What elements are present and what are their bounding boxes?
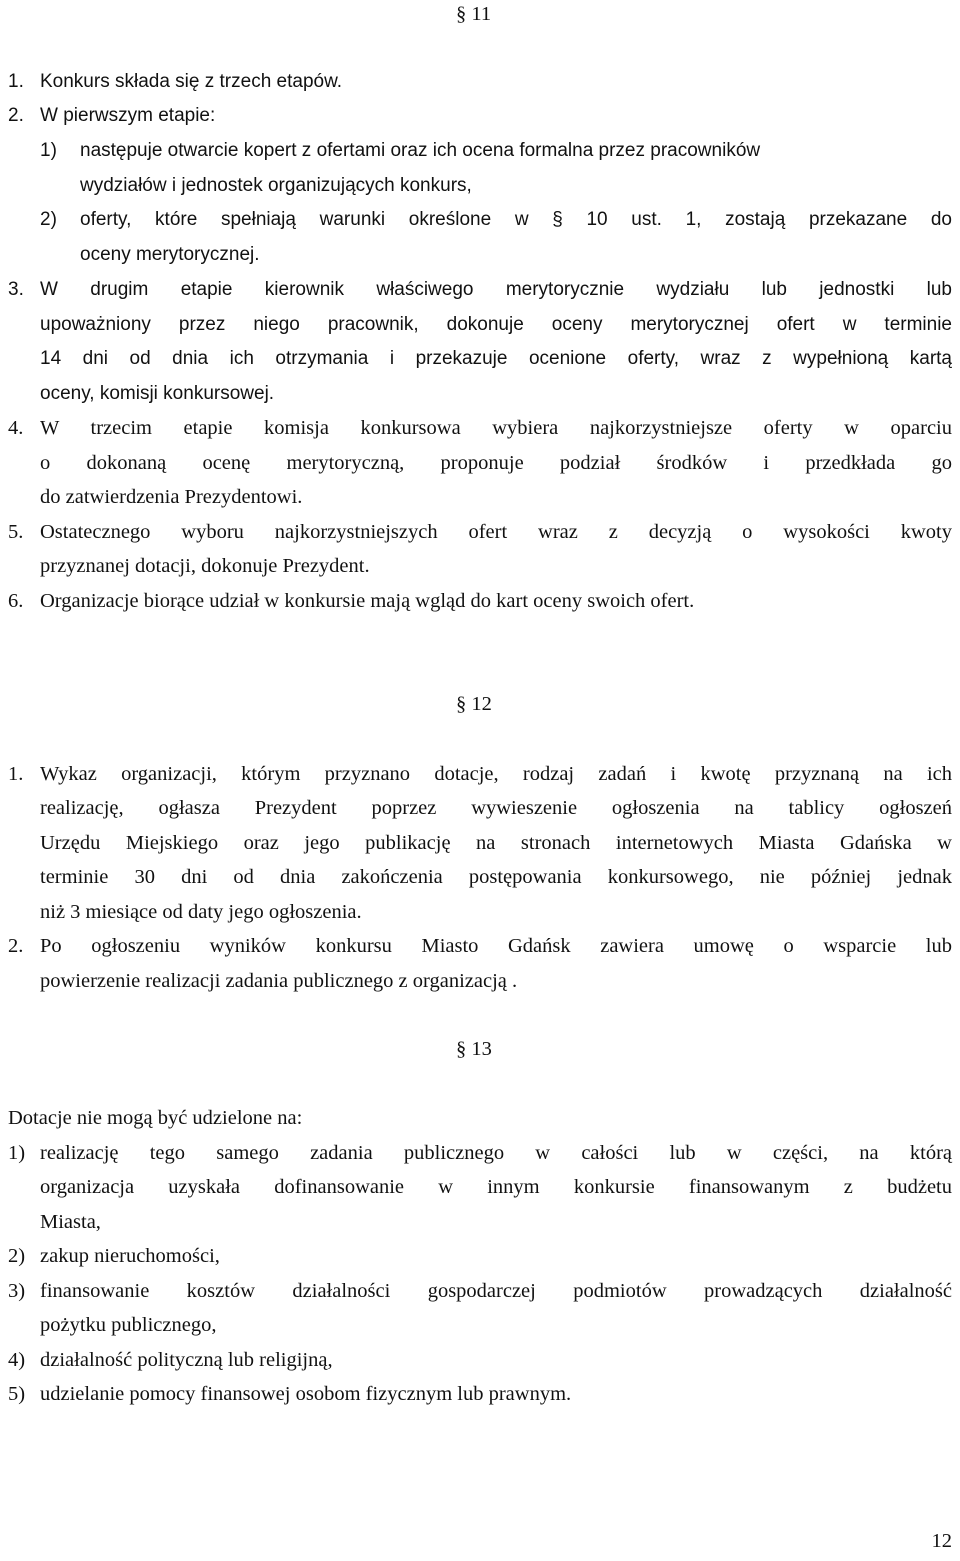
list-item-text: W drugim etapie kierownik właściwego merytorycznie wydziału lub jednostki lub (40, 279, 952, 300)
list-item-text: oceny, komisji konkursowej. (40, 383, 275, 404)
list-item-text: do zatwierdzenia Prezydentowi. (40, 486, 303, 508)
list-item-text: 14 dni od dnia ich otrzymania i przekazuje ocenione oferty, wraz z wypełnioną kartą (40, 348, 952, 369)
list-item-text: o dokonaną ocenę merytoryczną, proponuje podział środków i przedkłada go (40, 452, 952, 474)
list-number: 1. (8, 71, 24, 92)
list-item-text: W pierwszym etapie: (40, 105, 216, 126)
list-number: 1. (8, 763, 24, 785)
section-heading-11: § 11 (456, 3, 492, 25)
list-item-text: upoważniony przez niego pracownik, dokonuje oceny merytorycznej ofert w terminie (40, 314, 952, 335)
sublist-item-text: wydziałów i jednostek organizujących konkurs, (80, 175, 472, 196)
section-heading-13: § 13 (456, 1038, 492, 1060)
sublist-item-text: oceny merytorycznej. (80, 244, 260, 265)
list-item-text: niż 3 miesiące od daty jego ogłoszenia. (40, 901, 362, 923)
intro-text: Dotacje nie mogą być udzielone na: (8, 1107, 303, 1129)
page-number: 12 (931, 1530, 952, 1552)
list-item-text: terminie 30 dni od dnia zakończenia postępowania konkursowego, nie później jednak (40, 866, 952, 888)
sublist-item-text: Miasta, (40, 1211, 101, 1233)
list-number: 6. (8, 590, 24, 612)
sublist-item-text: udzielanie pomocy finansowej osobom fizycznym lub prawnym. (40, 1383, 572, 1405)
sublist-number: 2) (40, 209, 57, 230)
list-item-text: Po ogłoszeniu wyników konkursu Miasto Gdańsk zawiera umowę o wsparcie lub (40, 935, 952, 957)
list-item-text: realizację, ogłasza Prezydent poprzez wywieszenie ogłoszenia na tablicy ogłoszeń (40, 797, 952, 819)
list-number: 5. (8, 521, 24, 543)
list-number: 4. (8, 417, 24, 439)
sublist-item-text: następuje otwarcie kopert z ofertami oraz ich ocena formalna przez pracowników (80, 140, 761, 161)
sublist-item-text: zakup nieruchomości, (40, 1245, 220, 1267)
list-item-text: powierzenie realizacji zadania publicznego z organizacją . (40, 970, 518, 992)
list-item-text: Ostatecznego wyboru najkorzystniejszych ofert wraz z decyzją o wysokości kwoty (40, 521, 952, 543)
list-item-text: Urzędu Miejskiego oraz jego publikację na stronach internetowych Miasta Gdańska w (40, 832, 952, 854)
sublist-number: 2) (8, 1245, 26, 1267)
sublist-item-text: realizację tego samego zadania publicznego w całości lub w części, na którą (40, 1142, 952, 1164)
sublist-number: 4) (8, 1349, 26, 1371)
list-item-text: Wykaz organizacji, którym przyznano dotacje, rodzaj zadań i kwotę przyznaną na ich (40, 763, 952, 785)
list-item-text: W trzecim etapie komisja konkursowa wybiera najkorzystniejsze oferty w oparciu (40, 417, 952, 439)
sublist-item-text: pożytku publicznego, (40, 1314, 217, 1336)
sublist-item-text: działalność polityczną lub religijną, (40, 1349, 333, 1371)
sublist-item-text: oferty, które spełniają warunki określone w § 10 ust. 1, zostają przekazane do (80, 209, 952, 230)
sublist-number: 1) (8, 1142, 26, 1164)
sublist-item-text: finansowanie kosztów działalności gospodarczej podmiotów prowadzących działalność (40, 1280, 952, 1302)
sublist-number: 1) (40, 140, 57, 161)
sublist-number: 3) (8, 1280, 26, 1302)
list-number: 3. (8, 279, 24, 300)
sublist-number: 5) (8, 1383, 26, 1405)
list-item-text: przyznanej dotacji, dokonuje Prezydent. (40, 555, 370, 577)
sublist-item-text: organizacja uzyskała dofinansowanie w innym konkursie finansowanym z budżetu (40, 1176, 952, 1198)
section-heading-12: § 12 (456, 693, 492, 715)
list-item-text: Organizacje biorące udział w konkursie mają wgląd do kart oceny swoich ofert. (40, 590, 695, 612)
list-item-text: Konkurs składa się z trzech etapów. (40, 71, 343, 92)
list-number: 2. (8, 105, 24, 126)
list-number: 2. (8, 935, 24, 957)
